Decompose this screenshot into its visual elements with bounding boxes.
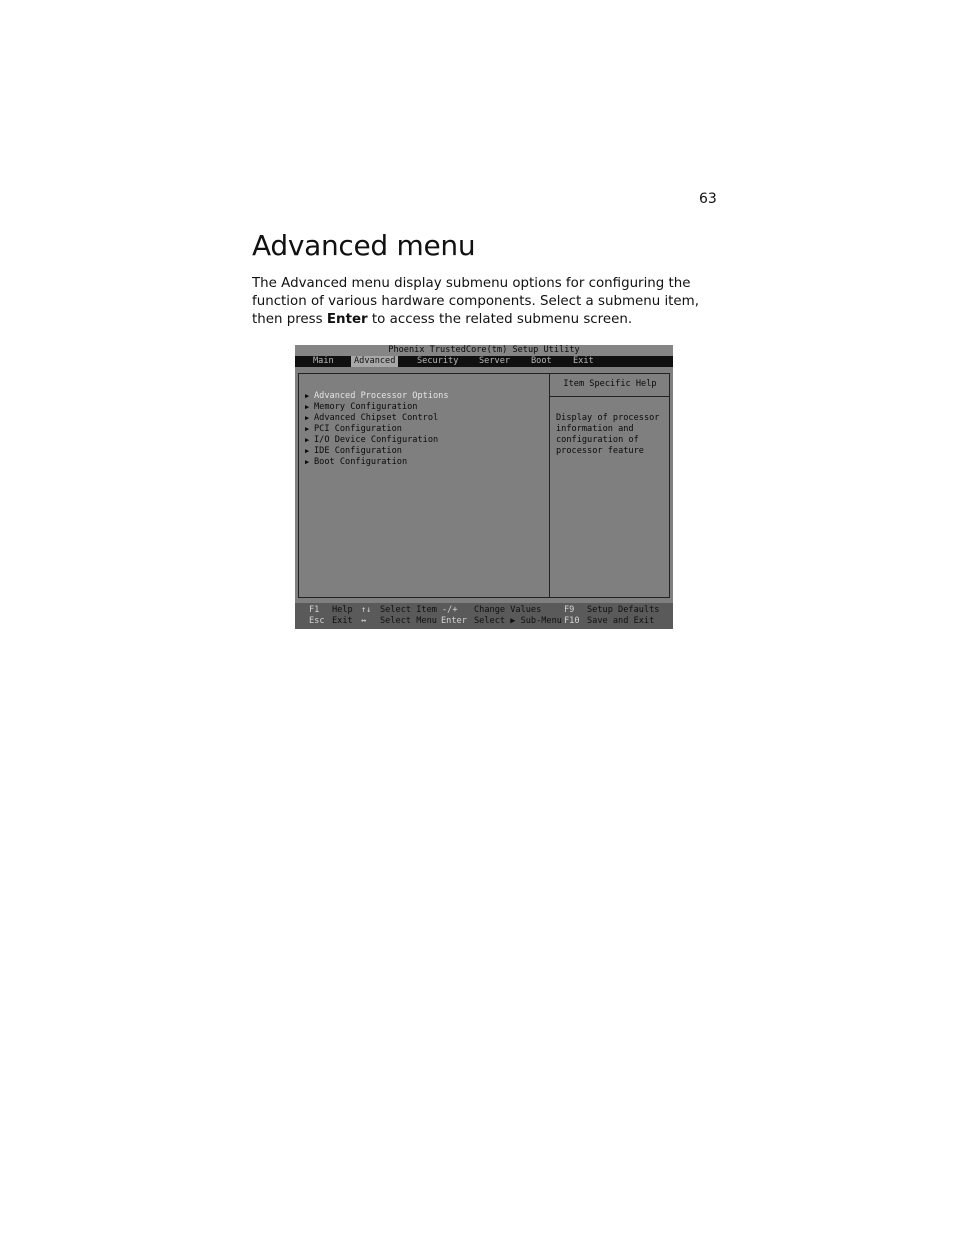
key-desc-setup-defaults: Setup Defaults — [587, 605, 660, 615]
key-left-right: ↔ — [361, 616, 367, 626]
key-desc-select-submenu: Select ▶ Sub-Menu — [474, 616, 562, 626]
page-title: Advanced menu — [252, 229, 476, 262]
bios-title-bar: Phoenix TrustedCore(tm) Setup Utility — [295, 345, 673, 356]
key-desc-change-values: Change Values — [474, 605, 542, 615]
option-io-device-configuration[interactable] — [305, 435, 438, 446]
arrow-right-icon: ▶ — [305, 447, 310, 455]
key-desc-save-exit: Save and Exit — [587, 616, 655, 626]
bios-footer — [295, 603, 673, 629]
bios-menu-bar — [295, 356, 673, 367]
help-title: Item Specific Help — [563, 379, 657, 389]
help-panel — [550, 374, 670, 597]
option-label: Memory Configuration — [314, 402, 418, 412]
footer-row-2 — [295, 616, 673, 627]
arrow-right-icon: ▶ — [305, 458, 310, 466]
tab-advanced[interactable]: Advanced — [351, 356, 398, 367]
option-ide-configuration[interactable] — [305, 446, 402, 457]
tab-main[interactable]: Main — [313, 356, 334, 366]
help-text — [556, 413, 668, 457]
option-label: I/O Device Configuration — [314, 435, 439, 445]
key-esc: Esc — [309, 616, 325, 626]
help-line: configuration of — [556, 435, 639, 445]
tab-boot[interactable]: Boot — [531, 356, 552, 366]
option-advanced-processor[interactable] — [305, 391, 449, 402]
arrow-right-icon: ▶ — [305, 403, 310, 411]
option-label: Advanced Processor Options — [314, 391, 449, 401]
intro-paragraph — [252, 275, 722, 329]
arrow-right-icon: ▶ — [305, 425, 310, 433]
key-enter: Enter — [441, 616, 467, 626]
arrow-right-icon: ▶ — [305, 436, 310, 444]
option-memory-configuration[interactable] — [305, 402, 417, 413]
enter-key-text: Enter — [326, 312, 368, 327]
key-desc-select-item: Select Item — [380, 605, 437, 615]
page-number: 63 — [699, 191, 717, 207]
option-pci-configuration[interactable] — [305, 424, 402, 435]
help-line: Display of processor — [556, 413, 660, 423]
help-line: processor feature — [556, 446, 644, 456]
tab-security[interactable]: Security — [417, 356, 459, 366]
intro-text-end: to access the related submenu screen. — [367, 312, 633, 327]
help-line: information and — [556, 424, 634, 434]
key-desc-exit: Exit — [332, 616, 353, 626]
arrow-right-icon: ▶ — [305, 392, 310, 400]
bios-main-panel — [298, 373, 670, 598]
arrow-right-icon: ▶ — [305, 414, 310, 422]
option-advanced-chipset[interactable] — [305, 413, 438, 424]
key-f9: F9 — [564, 605, 575, 615]
option-label: Advanced Chipset Control — [314, 413, 439, 423]
tab-server[interactable]: Server — [479, 356, 511, 366]
key-up-down: ↑↓ — [361, 605, 372, 615]
options-panel — [299, 374, 550, 597]
intro-text: The Advanced menu display submenu options for configuring the function of various hardware components. Select a submenu item, then press — [252, 276, 699, 327]
key-desc-help: Help — [332, 605, 353, 615]
bios-screenshot — [295, 345, 673, 629]
key-f10: F10 — [564, 616, 580, 626]
option-label: IDE Configuration — [314, 446, 402, 456]
key-desc-select-menu: Select Menu — [380, 616, 437, 626]
tab-exit[interactable]: Exit — [573, 356, 594, 366]
footer-row-1 — [295, 605, 673, 616]
option-label: PCI Configuration — [314, 424, 402, 434]
key-f1: F1 — [309, 605, 320, 615]
key-plus-minus: -/+ — [442, 605, 458, 615]
option-boot-configuration[interactable] — [305, 457, 407, 468]
option-label: Boot Configuration — [314, 457, 408, 467]
help-divider — [550, 396, 670, 397]
